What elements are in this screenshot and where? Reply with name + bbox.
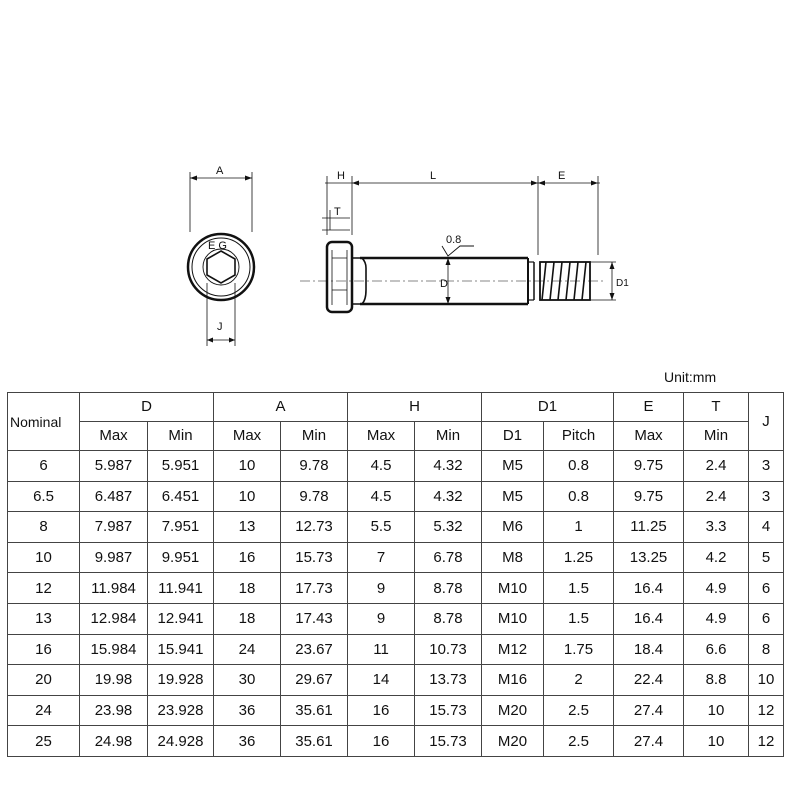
subheader-d-min: Min — [148, 422, 214, 451]
table-cell: 6.78 — [415, 542, 482, 573]
dim-label-h: H — [337, 170, 345, 182]
table-cell: 3 — [749, 451, 784, 482]
header-t: T — [684, 393, 749, 422]
table-cell: 20 — [8, 665, 80, 696]
table-cell: 1.25 — [544, 542, 614, 573]
table-cell: 11.25 — [614, 512, 684, 543]
table-cell: 22.4 — [614, 665, 684, 696]
table-cell: 10 — [214, 481, 281, 512]
table-cell: 2.5 — [544, 695, 614, 726]
table-row — [8, 695, 784, 726]
table-cell: 9 — [348, 573, 415, 604]
table-cell: 4.32 — [415, 481, 482, 512]
table-cell: 2 — [544, 665, 614, 696]
drawing-svg — [0, 0, 800, 360]
table-cell: 6.6 — [684, 634, 749, 665]
dim-label-l: L — [430, 170, 437, 182]
table-cell: 8.8 — [684, 665, 749, 696]
header-d1: D1 — [482, 393, 614, 422]
dim-label-e-g: E G — [208, 240, 227, 252]
table-cell: 8.78 — [415, 603, 482, 634]
table-cell: 9.75 — [614, 481, 684, 512]
table-cell: 10 — [684, 726, 749, 757]
table-cell: 27.4 — [614, 695, 684, 726]
table-cell: M16 — [482, 665, 544, 696]
table-row — [8, 603, 784, 634]
table-cell: 0.8 — [544, 451, 614, 482]
subheader-d1-pitch: Pitch — [544, 422, 614, 451]
table-row — [8, 542, 784, 573]
table-cell: 16.4 — [614, 603, 684, 634]
table-cell: 16 — [348, 695, 415, 726]
table-cell: 23.67 — [281, 634, 348, 665]
table-cell: 3.3 — [684, 512, 749, 543]
table-cell: 13.25 — [614, 542, 684, 573]
table-cell: 12 — [749, 726, 784, 757]
table-row — [8, 481, 784, 512]
table-cell: 14 — [348, 665, 415, 696]
table-cell: 36 — [214, 695, 281, 726]
table-cell: 6 — [749, 573, 784, 604]
shoulder-bolt-drawing — [0, 0, 800, 360]
table-cell: 4.9 — [684, 573, 749, 604]
table-cell: 11.984 — [80, 573, 148, 604]
table-cell: 15.73 — [415, 726, 482, 757]
table-cell: 4.32 — [415, 451, 482, 482]
header-a: A — [214, 393, 348, 422]
header-d: D — [80, 393, 214, 422]
table-cell: 19.98 — [80, 665, 148, 696]
table-cell: 15.73 — [281, 542, 348, 573]
table-cell: 29.67 — [281, 665, 348, 696]
subheader-d1-thread: D1 — [482, 422, 544, 451]
table-cell: 10 — [684, 695, 749, 726]
table-cell: 4.2 — [684, 542, 749, 573]
table-cell: 5.987 — [80, 451, 148, 482]
table-cell: 15.984 — [80, 634, 148, 665]
header-j: J — [749, 393, 784, 451]
spec-table — [7, 392, 784, 757]
table-cell: 24 — [8, 695, 80, 726]
table-cell: 16 — [214, 542, 281, 573]
table-cell: 16.4 — [614, 573, 684, 604]
table-cell: 15.73 — [415, 695, 482, 726]
table-cell: 30 — [214, 665, 281, 696]
table-cell: 5.5 — [348, 512, 415, 543]
table-cell: 4.5 — [348, 451, 415, 482]
table-cell: 35.61 — [281, 726, 348, 757]
end-view — [188, 172, 254, 346]
subheader-h-min: Min — [415, 422, 482, 451]
table-cell: 10.73 — [415, 634, 482, 665]
table-cell: 16 — [348, 726, 415, 757]
table-cell: 6.5 — [8, 481, 80, 512]
table-cell: 9.987 — [80, 542, 148, 573]
table-cell: 10 — [214, 451, 281, 482]
table-cell: 6.487 — [80, 481, 148, 512]
table-cell: 18 — [214, 603, 281, 634]
table-row — [8, 726, 784, 757]
table-cell: 9.75 — [614, 451, 684, 482]
table-cell: 9 — [348, 603, 415, 634]
dim-label-a: A — [216, 165, 224, 177]
roughness-label: 0.8 — [446, 234, 462, 246]
table-cell: M5 — [482, 451, 544, 482]
table-cell: 23.98 — [80, 695, 148, 726]
table-cell: 5.32 — [415, 512, 482, 543]
table-cell: 6 — [8, 451, 80, 482]
table-cell: 24.98 — [80, 726, 148, 757]
subheader-h-max: Max — [348, 422, 415, 451]
table-cell: 13 — [214, 512, 281, 543]
table-cell: 7.987 — [80, 512, 148, 543]
table-cell: 12.984 — [80, 603, 148, 634]
table-cell: 36 — [214, 726, 281, 757]
table-cell: 16 — [8, 634, 80, 665]
table-cell: 9.78 — [281, 451, 348, 482]
table-cell: 3 — [749, 481, 784, 512]
table-cell: M20 — [482, 726, 544, 757]
table-cell: 24 — [214, 634, 281, 665]
table-cell: 35.61 — [281, 695, 348, 726]
table-cell: 2.5 — [544, 726, 614, 757]
table-cell: 12.941 — [148, 603, 214, 634]
table-cell: M20 — [482, 695, 544, 726]
table-cell: 8.78 — [415, 573, 482, 604]
table-cell: 8 — [749, 634, 784, 665]
table-cell: 18 — [214, 573, 281, 604]
subheader-t-min: Min — [684, 422, 749, 451]
table-cell: 4 — [749, 512, 784, 543]
table-cell: 8 — [8, 512, 80, 543]
table-cell: M10 — [482, 603, 544, 634]
table-cell: 7 — [348, 542, 415, 573]
table-cell: 4.5 — [348, 481, 415, 512]
table-cell: 12.73 — [281, 512, 348, 543]
table-cell: 19.928 — [148, 665, 214, 696]
table-cell: 11 — [348, 634, 415, 665]
table-cell: 27.4 — [614, 726, 684, 757]
subheader-e-max: Max — [614, 422, 684, 451]
table-cell: 9.951 — [148, 542, 214, 573]
table-cell: 5.951 — [148, 451, 214, 482]
table-cell: 9.78 — [281, 481, 348, 512]
header-nominal: Nominal — [8, 393, 80, 451]
table-row — [8, 665, 784, 696]
table-cell: 1.5 — [544, 573, 614, 604]
table-cell: 11.941 — [148, 573, 214, 604]
table-cell: M5 — [482, 481, 544, 512]
dim-label-t: T — [334, 206, 341, 218]
table-cell: 25 — [8, 726, 80, 757]
unit-label: Unit:mm — [664, 369, 717, 385]
table-cell: 15.941 — [148, 634, 214, 665]
table-cell: 1 — [544, 512, 614, 543]
dim-label-d: D — [440, 278, 448, 290]
table-cell: 12 — [8, 573, 80, 604]
table-cell: M8 — [482, 542, 544, 573]
dim-label-j: J — [217, 321, 223, 333]
table-cell: 10 — [8, 542, 80, 573]
table-cell: 5 — [749, 542, 784, 573]
table-row — [8, 634, 784, 665]
table-cell: 4.9 — [684, 603, 749, 634]
table-cell: 2.4 — [684, 481, 749, 512]
header-h: H — [348, 393, 482, 422]
table-cell: 1.5 — [544, 603, 614, 634]
header-e: E — [614, 393, 684, 422]
table-cell: 6 — [749, 603, 784, 634]
table-cell: 13.73 — [415, 665, 482, 696]
table-cell: 10 — [749, 665, 784, 696]
spec-table-body — [8, 451, 784, 757]
subheader-a-min: Min — [281, 422, 348, 451]
table-cell: M6 — [482, 512, 544, 543]
table-cell: M12 — [482, 634, 544, 665]
table-cell: 24.928 — [148, 726, 214, 757]
dim-label-e: E — [558, 170, 566, 182]
table-cell: 6.451 — [148, 481, 214, 512]
table-row — [8, 573, 784, 604]
table-row — [8, 512, 784, 543]
table-row — [8, 451, 784, 482]
table-cell: 2.4 — [684, 451, 749, 482]
table-cell: 1.75 — [544, 634, 614, 665]
table-cell: 17.43 — [281, 603, 348, 634]
table-cell: 13 — [8, 603, 80, 634]
table-cell: 17.73 — [281, 573, 348, 604]
table-cell: 23.928 — [148, 695, 214, 726]
table-cell: 7.951 — [148, 512, 214, 543]
table-cell: 12 — [749, 695, 784, 726]
table-cell: 18.4 — [614, 634, 684, 665]
subheader-a-max: Max — [214, 422, 281, 451]
table-cell: M10 — [482, 573, 544, 604]
subheader-d-max: Max — [80, 422, 148, 451]
dim-label-d1: D1 — [616, 278, 629, 289]
table-cell: 0.8 — [544, 481, 614, 512]
